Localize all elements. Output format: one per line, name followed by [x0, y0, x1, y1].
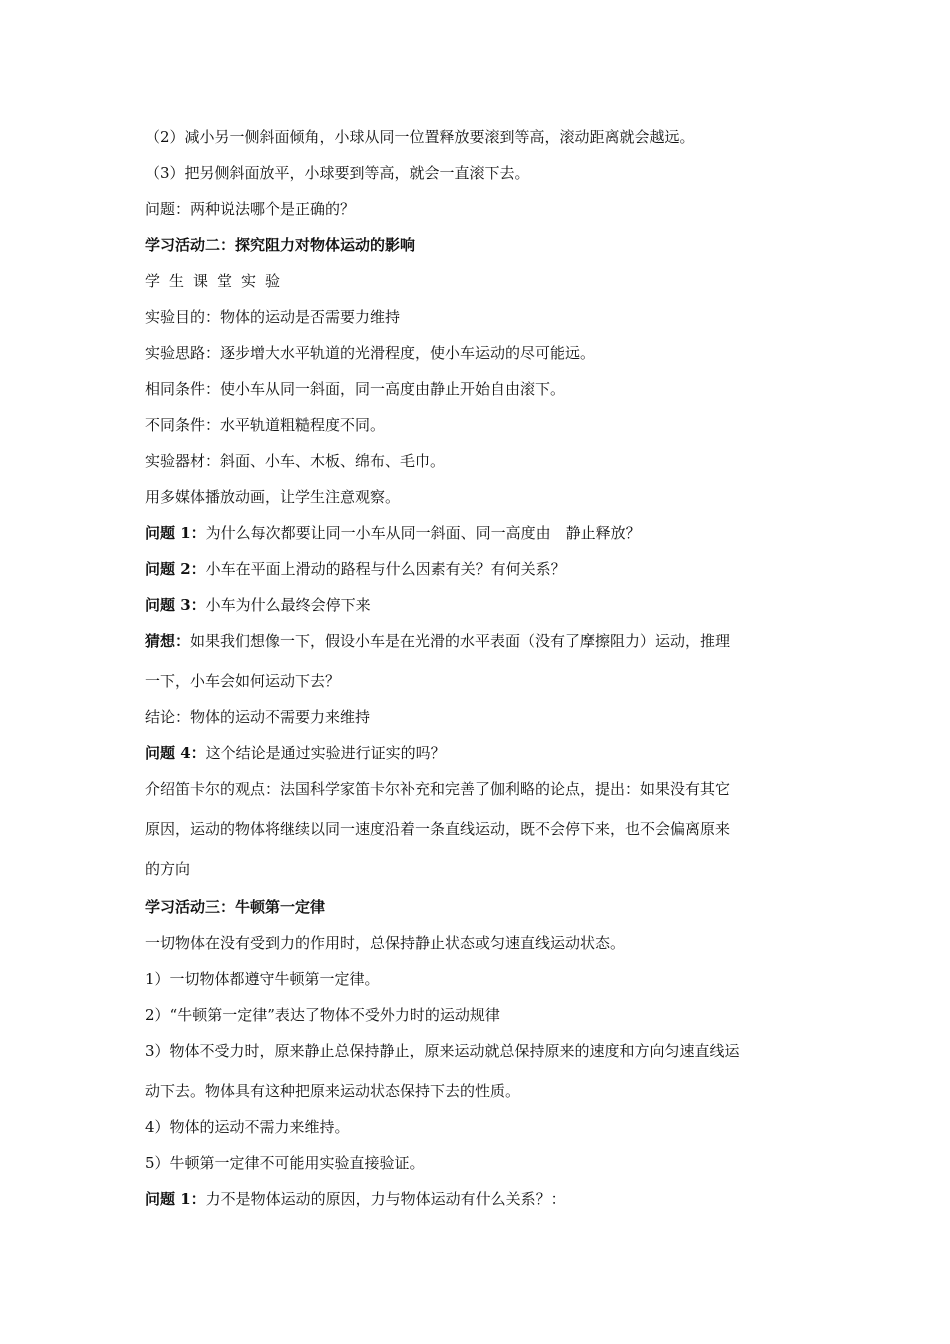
list-item: 3）物体不受力时，原来静止总保持静止，原来运动就总保持原来的速度和方向匀速直线运	[145, 1042, 740, 1060]
paragraph: （2）减小另一侧斜面倾角，小球从同一位置释放要滚到等高，滚动距离就会越远。	[145, 128, 695, 146]
question-text: 为什么每次都要让同一小车从同一斜面、同一高度由 静止释放？	[205, 524, 641, 542]
paragraph: 实验器材：斜面、小车、木板、绵布、毛巾。	[145, 452, 446, 470]
section-heading: 学习活动二：探究阻力对物体运动的影响	[145, 236, 416, 254]
section-heading: 学习活动三：牛顿第一定律	[145, 898, 326, 916]
question-text: 力不是物体运动的原因，力与物体运动有什么关系？：	[205, 1190, 566, 1208]
list-item: 4）物体的运动不需力来维持。	[145, 1118, 350, 1136]
guess-label: 猜想：	[145, 632, 191, 650]
question-paragraph	[145, 522, 825, 544]
paragraph: （3）把另侧斜面放平，小球要到等高，就会一直滚下去。	[145, 164, 530, 182]
paragraph: 实验思路：逐步增大水平轨道的光滑程度，使小车运动的尽可能远。	[145, 344, 596, 362]
list-item: 1）一切物体都遵守牛顿第一定律。	[145, 970, 380, 988]
guess-text: 如果我们想像一下，假设小车是在光滑的水平表面（没有了摩擦阻力）运动，推理	[190, 632, 731, 650]
question-paragraph	[145, 594, 825, 616]
question-text: 小车在平面上滑动的路程与什么因素有关？有何关系？	[205, 560, 566, 578]
paragraph: 动下去。物体具有这种把原来运动状态保持下去的性质。	[145, 1082, 521, 1100]
question-text: 这个结论是通过实验进行证实的吗？	[205, 744, 446, 762]
paragraph: 用多媒体播放动画，让学生注意观察。	[145, 488, 401, 506]
question-label: 问题 3：	[145, 596, 206, 614]
paragraph: 原因，运动的物体将继续以同一速度沿着一条直线运动，既不会停下来，也不会偏离原来	[145, 820, 731, 838]
paragraph: 实验目的：物体的运动是否需要力维持	[145, 308, 401, 326]
question-paragraph	[145, 742, 825, 764]
guess-paragraph	[145, 630, 825, 652]
paragraph: 问题：两种说法哪个是正确的？	[145, 200, 356, 218]
paragraph: 不同条件：水平轨道粗糙程度不同。	[145, 416, 386, 434]
question-label: 问题 1：	[145, 1190, 206, 1208]
question-label: 问题 4：	[145, 744, 206, 762]
question-label: 问题 1：	[145, 524, 206, 542]
paragraph: 结论：物体的运动不需要力来维持	[145, 708, 371, 726]
question-paragraph	[145, 1188, 825, 1210]
list-item: 5）牛顿第一定律不可能用实验直接验证。	[145, 1154, 425, 1172]
question-text: 小车为什么最终会停下来	[205, 596, 371, 614]
paragraph: 介绍笛卡尔的观点：法国科学家笛卡尔补充和完善了伽利略的论点，提出：如果没有其它	[145, 780, 731, 798]
question-paragraph	[145, 558, 825, 580]
paragraph: 相同条件：使小车从同一斜面，同一高度由静止开始自由滚下。	[145, 380, 566, 398]
paragraph: 的方向	[145, 860, 191, 878]
paragraph: 一切物体在没有受到力的作用时，总保持静止状态或匀速直线运动状态。	[145, 934, 626, 952]
list-item: 2）“牛顿第一定律”表达了物体不受外力时的运动规律	[145, 1006, 500, 1024]
question-label: 问题 2：	[145, 560, 206, 578]
paragraph: 学生课堂实验	[145, 272, 290, 290]
paragraph: 一下，小车会如何运动下去？	[145, 672, 341, 690]
